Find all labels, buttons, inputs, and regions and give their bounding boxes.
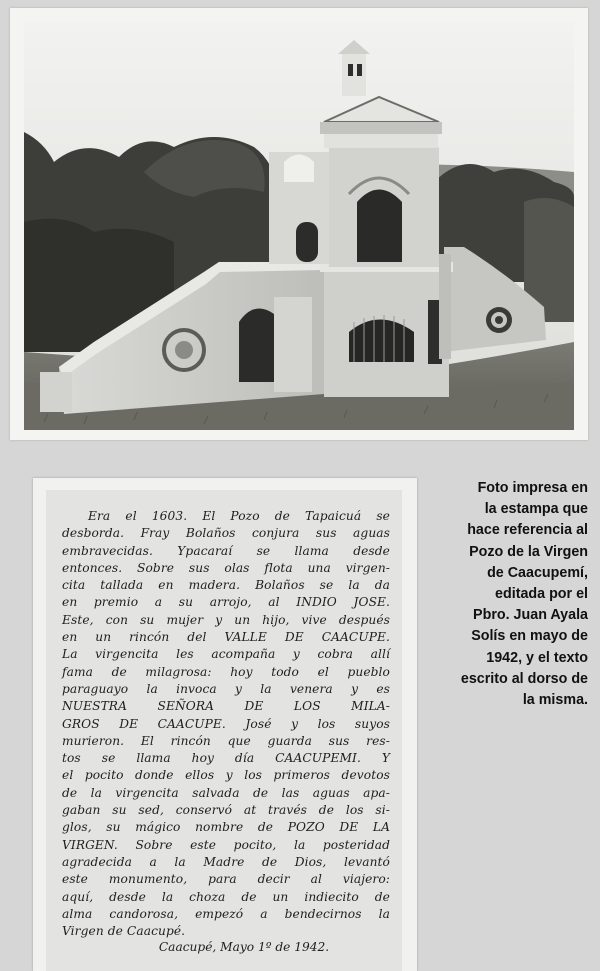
- card-line: embravecidas. Ypacaraí se llama desde: [62, 543, 390, 558]
- card-line: gaban su sed, conservó at través de los si-: [62, 803, 390, 818]
- card-line: fama de milagrosa: hoy todo el pueblo: [62, 664, 390, 679]
- card-signature: Caacupé, Mayo 1º de 1942.: [158, 940, 330, 954]
- caption-line: Solís en mayo de: [471, 628, 588, 645]
- card-line: desborda. Fray Bolaños conjura sus aguas: [62, 526, 390, 541]
- card-line: Este, con su mujer y un hijo, vive después: [62, 612, 390, 627]
- photo-frame: [10, 8, 588, 440]
- card-line: el pocito donde ellos y los primeros devotos: [62, 768, 390, 783]
- card-line: paraguayo la invoca y la venera y es: [62, 681, 390, 696]
- card-back-paper: [46, 490, 402, 971]
- card-line: Era el 1603. El Pozo de Tapaicuá se: [88, 509, 390, 523]
- card-line: cita tallada en madera. Bolaños se la da: [62, 578, 390, 593]
- card-back: [33, 478, 417, 971]
- caption-line: Pozo de la Virgen: [469, 543, 588, 560]
- card-line: GROS DE CAACUPE. José y los suyos: [62, 716, 390, 731]
- card-line: La virgencita les acompaña y cobra allí: [62, 647, 390, 662]
- card-line: en premio a su arrojo, al INDIO JOSE.: [62, 595, 390, 610]
- caption-line: hace referencia al: [467, 522, 588, 539]
- card-line: NUESTRA SEÑORA DE LOS MILA-: [62, 699, 390, 714]
- card-line: glos, su mágico nombre de POZO DE LA: [62, 820, 390, 835]
- caption-line: 1942, y el texto: [486, 649, 588, 666]
- caption-line: de Caacupemí,: [487, 564, 588, 581]
- monument-photo: [24, 22, 574, 430]
- caption-line: la misma.: [522, 692, 588, 709]
- card-line: alma candorosa, empezó a bendecirnos la: [62, 906, 390, 921]
- caption-line: escrito al dorso de: [460, 670, 588, 687]
- card-body-text: [46, 490, 402, 940]
- card-line: VIRGEN. Sobre este pocito, la posteridad: [62, 837, 390, 852]
- card-line: murieron. El rincón que guarda sus res-: [62, 733, 390, 748]
- caption-line: Foto impresa en: [477, 480, 588, 496]
- card-line: en un rincón del VALLE DE CAACUPE.: [62, 630, 390, 645]
- card-line: este monumento, para decir al viajero:: [62, 872, 390, 887]
- card-line: de la virgencita salvada de las aguas apa-: [62, 785, 390, 800]
- caption-line: Pbro. Juan Ayala: [473, 607, 588, 624]
- card-line: aquí, desde la choza de un indiecito de: [62, 889, 390, 904]
- card-line: agradecida a la Madre de Dios, levantó: [62, 854, 390, 869]
- photo-caption: [430, 478, 588, 711]
- caption-line: editada por el: [495, 586, 588, 603]
- card-line: Virgen de Caacupé.: [62, 924, 186, 939]
- card-line: entonces. Sobre sus olas flota una virgen-: [62, 560, 390, 575]
- caption-line: la estampa que: [484, 501, 588, 518]
- card-line: tos se llama hoy día CAACUPEMI. Y: [62, 751, 390, 766]
- pozo-de-la-virgen-image: [24, 22, 574, 430]
